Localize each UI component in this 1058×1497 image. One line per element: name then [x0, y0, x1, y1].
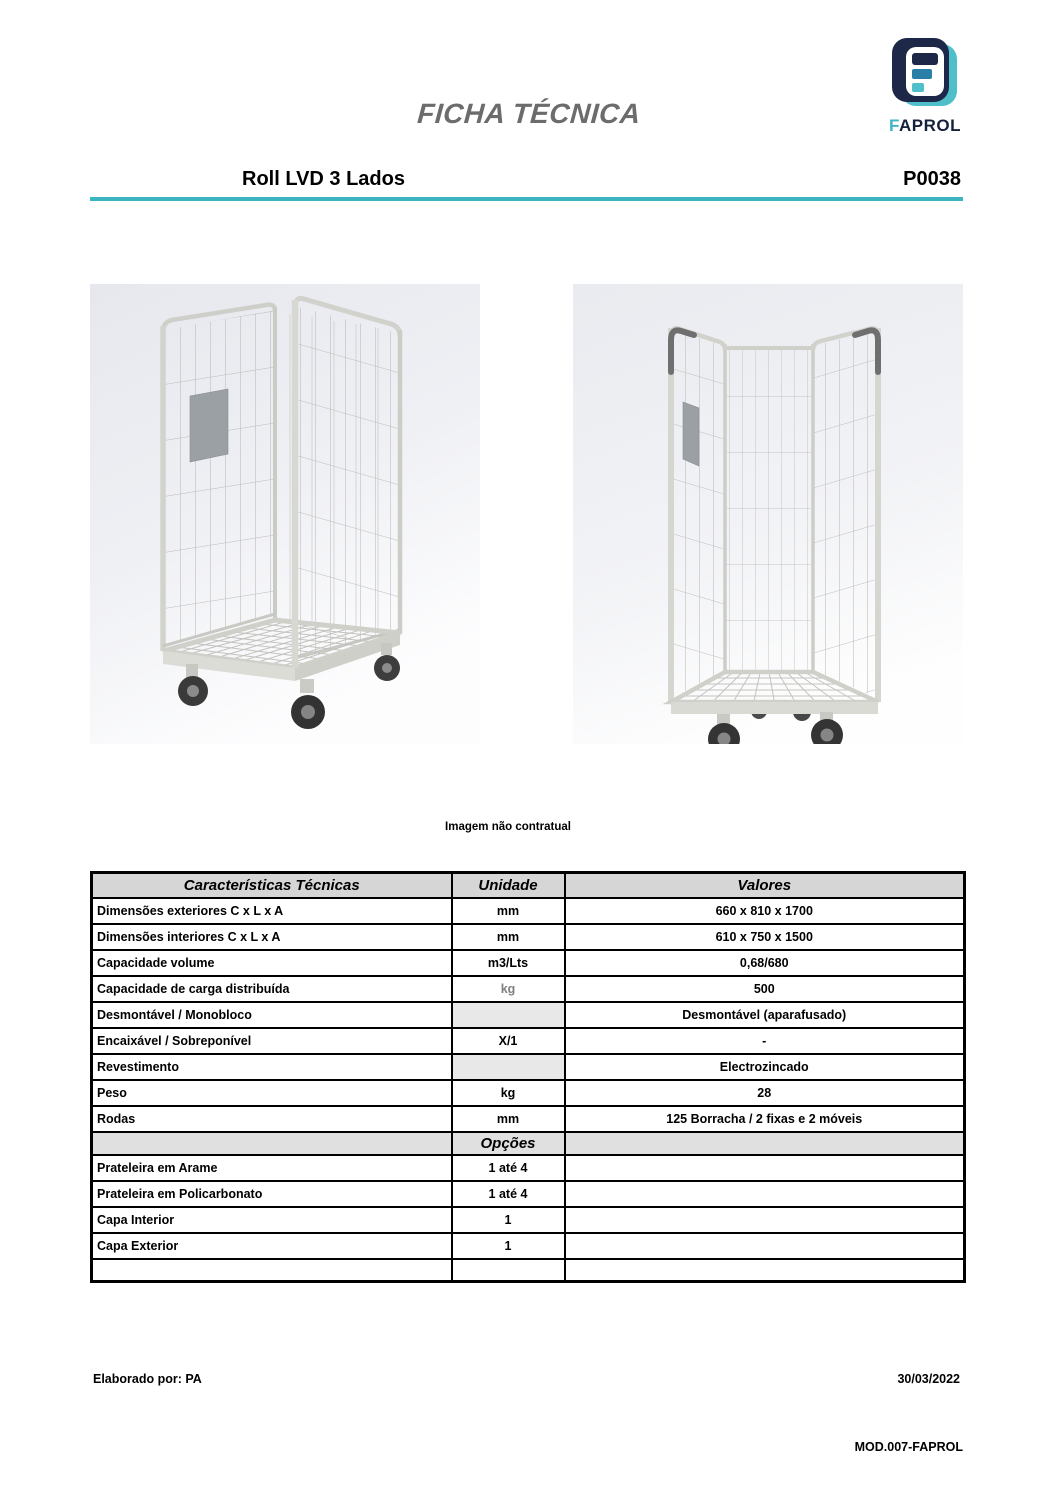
product-image-front-left — [90, 284, 480, 744]
spec-label-cell: Encaixável / Sobreponível — [92, 1028, 452, 1054]
spec-row — [92, 924, 965, 950]
spec-table-container — [90, 871, 966, 1283]
spec-unit-cell: kg — [452, 976, 565, 1002]
image-disclaimer: Imagem não contratual — [445, 821, 571, 833]
option-label-cell: Prateleira em Policarbonato — [92, 1181, 452, 1207]
spec-row — [92, 1080, 965, 1106]
spec-value-cell: 0,68/680 — [565, 950, 965, 976]
empty-unit-cell — [452, 1259, 565, 1282]
empty-row — [92, 1259, 965, 1282]
spec-value-cell: - — [565, 1028, 965, 1054]
spec-value-cell: 660 x 810 x 1700 — [565, 898, 965, 924]
header-unidade: Unidade — [452, 873, 565, 899]
spec-label-cell: Peso — [92, 1080, 452, 1106]
option-row — [92, 1207, 965, 1233]
product-image-front — [573, 284, 963, 744]
header-valores: Valores — [565, 873, 965, 899]
spec-row — [92, 898, 965, 924]
product-code: P0038 — [903, 168, 961, 190]
faprol-logo-text — [886, 116, 964, 136]
spec-label-cell: Revestimento — [92, 1054, 452, 1080]
spec-unit-cell — [452, 1054, 565, 1080]
product-title-row — [90, 168, 963, 196]
product-name: Roll LVD 3 Lados — [242, 168, 405, 190]
logo-letters-rest: APROL — [898, 116, 961, 135]
spec-row — [92, 950, 965, 976]
document-code: MOD.007-FAPROL — [854, 1440, 963, 1454]
option-value-cell — [565, 1181, 965, 1207]
spec-value-cell: 28 — [565, 1080, 965, 1106]
option-value-cell — [565, 1155, 965, 1181]
option-unit-cell: 1 — [452, 1207, 565, 1233]
spec-unit-cell: m3/Lts — [452, 950, 565, 976]
footer-row — [93, 1372, 960, 1386]
option-unit-cell: 1 até 4 — [452, 1181, 565, 1207]
options-header-row — [92, 1132, 965, 1155]
option-label-cell: Capa Interior — [92, 1207, 452, 1233]
spec-label-cell: Capacidade de carga distribuída — [92, 976, 452, 1002]
option-label-cell: Capa Exterior — [92, 1233, 452, 1259]
spec-value-cell: 125 Borracha / 2 fixas e 2 móveis — [565, 1106, 965, 1132]
spec-label-cell: Dimensões exteriores C x L x A — [92, 898, 452, 924]
title-underline — [90, 197, 963, 201]
options-header-right-cell — [565, 1132, 965, 1155]
option-value-cell — [565, 1207, 965, 1233]
spec-label-cell: Rodas — [92, 1106, 452, 1132]
footer-date: 30/03/2022 — [897, 1372, 960, 1386]
spec-row — [92, 1028, 965, 1054]
logo-letter-accent: F — [889, 116, 899, 135]
roll-cage-render-1 — [90, 284, 480, 744]
spec-label-cell: Capacidade volume — [92, 950, 452, 976]
option-row — [92, 1233, 965, 1259]
spec-label-cell: Dimensões interiores C x L x A — [92, 924, 452, 950]
option-row — [92, 1181, 965, 1207]
option-label-cell: Prateleira em Arame — [92, 1155, 452, 1181]
option-value-cell — [565, 1233, 965, 1259]
options-header-left-cell — [92, 1132, 452, 1155]
spec-unit-cell: X/1 — [452, 1028, 565, 1054]
options-header-label: Opções — [452, 1132, 565, 1155]
option-unit-cell: 1 — [452, 1233, 565, 1259]
spec-unit-cell: mm — [452, 898, 565, 924]
spec-row — [92, 1002, 965, 1028]
spec-value-cell: Electrozincado — [565, 1054, 965, 1080]
spec-row — [92, 976, 965, 1002]
faprol-logo — [886, 38, 964, 136]
faprol-logo-icon — [892, 38, 958, 110]
option-row — [92, 1155, 965, 1181]
page-title: FICHA TÉCNICA — [416, 98, 642, 129]
elaborated-by: Elaborado por: PA — [93, 1372, 202, 1386]
spec-unit-cell: kg — [452, 1080, 565, 1106]
spec-unit-cell: mm — [452, 1106, 565, 1132]
spec-value-cell: Desmontável (aparafusado) — [565, 1002, 965, 1028]
spec-unit-cell — [452, 1002, 565, 1028]
spec-unit-cell: mm — [452, 924, 565, 950]
roll-cage-render-2 — [573, 284, 963, 744]
header-caracteristicas: Características Técnicas — [92, 873, 452, 899]
spec-label-cell: Desmontável / Monobloco — [92, 1002, 452, 1028]
spec-row — [92, 1054, 965, 1080]
spec-value-cell: 610 x 750 x 1500 — [565, 924, 965, 950]
empty-value-cell — [565, 1259, 965, 1282]
spec-row — [92, 1106, 965, 1132]
spec-value-cell: 500 — [565, 976, 965, 1002]
spec-header-row — [92, 873, 965, 899]
option-unit-cell: 1 até 4 — [452, 1155, 565, 1181]
empty-label-cell — [92, 1259, 452, 1282]
spec-table — [90, 871, 966, 1283]
